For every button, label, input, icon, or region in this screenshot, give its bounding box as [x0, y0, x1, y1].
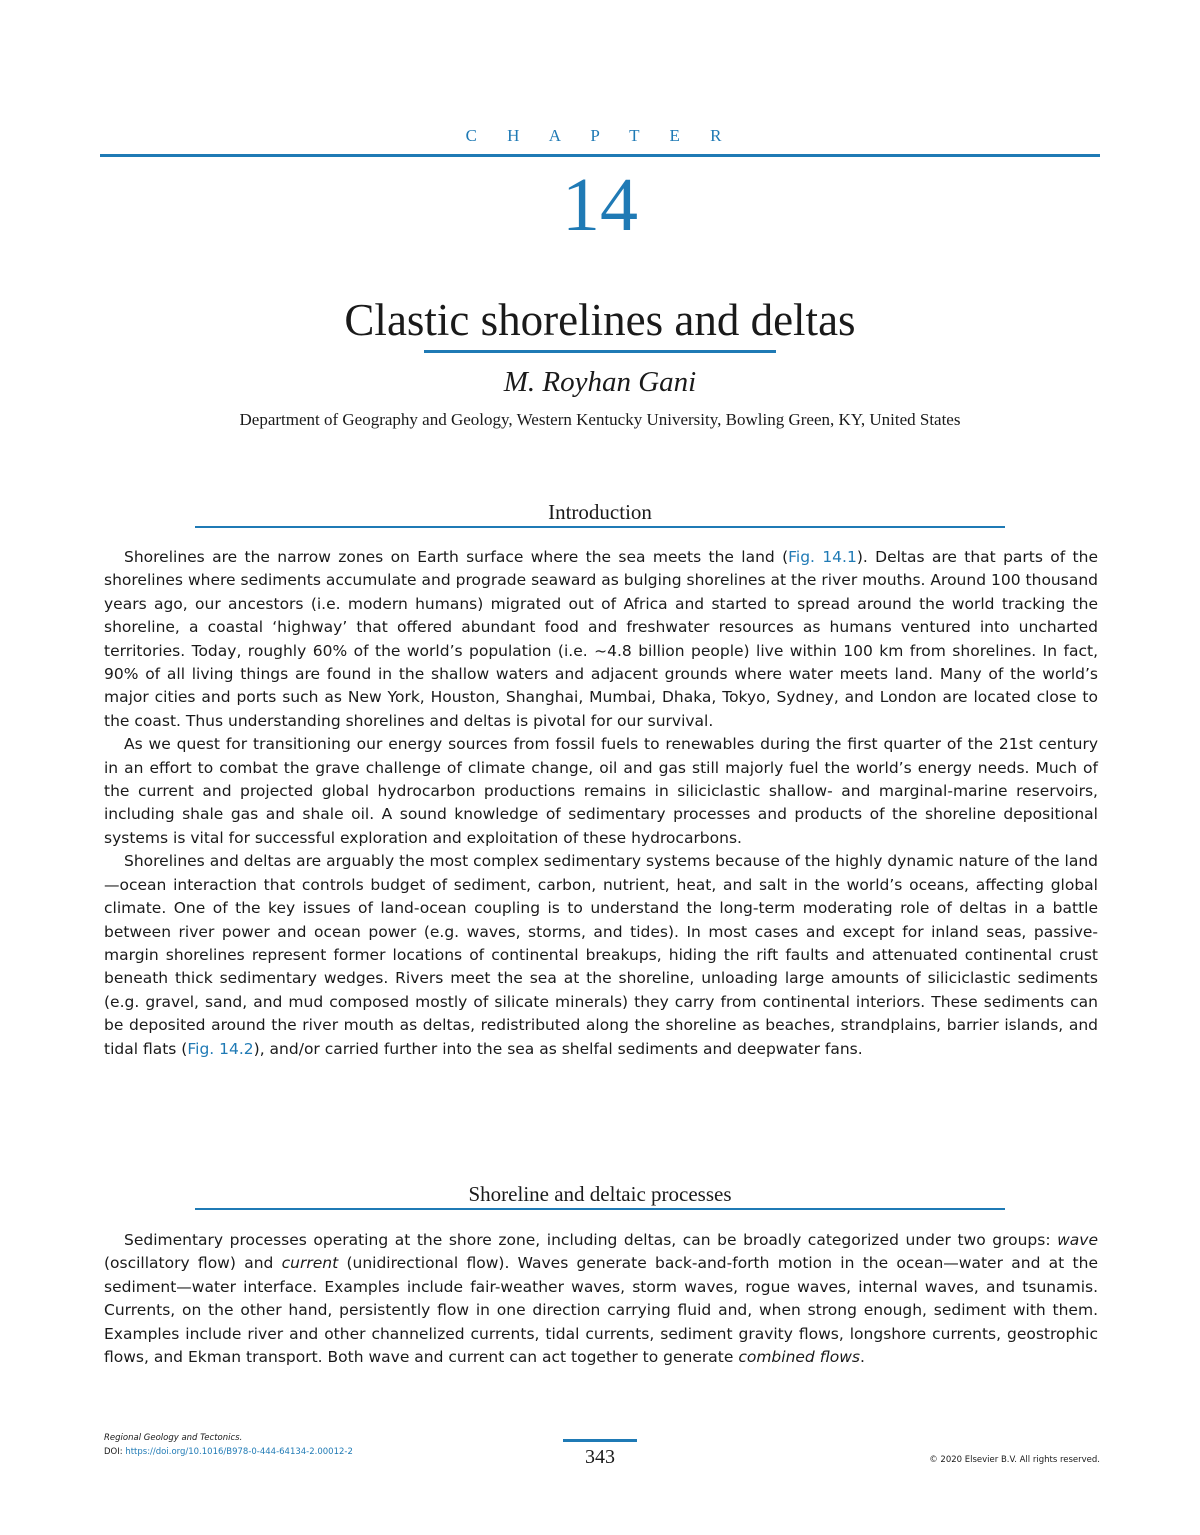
footer-copyright: © 2020 Elsevier B.V. All rights reserved.: [929, 1455, 1100, 1465]
term-current: current: [281, 1254, 339, 1273]
page-number: 343: [585, 1446, 615, 1468]
doi-link[interactable]: https://doi.org/10.1016/B978-0-444-64134-2.00012-2: [125, 1447, 353, 1457]
processes-paragraph-1: Sedimentary processes operating at the shore zone, including deltas, can be broadly categorized under two groups: wave (oscillatory flow) and current (unidirectional flow). Waves generate back-and-forth motion in the ocean—water and at the sediment—water interface. Examples include fair-weather waves, storm waves, rogue waves, internal waves, and tsunamis. Currents, on the other hand, persistently flow in one direction carrying fluid and, when strong enough, sediment with them. Examples include river and other channelized currents, tidal currents, sediment gravity flows, longshore currents, geostrophic flows, and Ekman transport. Both wave and current can act together to generate combined flows.: [104, 1231, 1098, 1367]
term-combined-flows: combined flows: [738, 1348, 860, 1367]
processes-rule: [195, 1208, 1005, 1210]
intro-paragraph-2: As we quest for transitioning our energy sources from fossil fuels to renewables during the first quarter of the 21st century in an effort to combat the grave challenge of climate change, oil and gas still majorly fuel the world’s energy needs. Much of the current and projected global hydrocarbon productions remains in siliciclastic shallow- and marginal-marine reservoirs, including shale gas and shale oil. A sound knowledge of sedimentary processes and products of the shoreline depositional systems is vital for successful exploration and exploitation of these hydrocarbons.: [104, 735, 1098, 847]
page-number-rule: [563, 1439, 637, 1442]
section-heading-introduction: Introduction: [548, 500, 652, 524]
intro-paragraph-1: Shorelines are the narrow zones on Earth surface where the sea meets the land (Fig. 14.1). Deltas are that parts of the shorelines where sediments accumulate and prograde seaward as bulging shorelines at the river mouths. Around 100 thousand years ago, our ancestors (i.e. modern humans) migrated out of Africa and started to spread around the world tracking the shoreline, a coastal ‘highway’ that offered abundant food and freshwater resources as humans ventured into uncharted territories. Today, roughly 60% of the world’s population (i.e. ~4.8 billion people) live within 100 km from shorelines. In fact, 90% of all living things are found in the shallow waters and adjacent grounds where water meets land. Many of the world’s major cities and ports such as New York, Houston, Shanghai, Mumbai, Dhaka, Tokyo, Sydney, and London are located close to the coast. Thus understanding shorelines and deltas is pivotal for our survival.: [104, 548, 1098, 730]
introduction-rule: [195, 526, 1005, 528]
term-wave: wave: [1057, 1231, 1098, 1249]
figure-link-14-1[interactable]: Fig. 14.1: [788, 548, 857, 566]
introduction-body: [104, 546, 1098, 1061]
author-affiliation: Department of Geography and Geology, Western Kentucky University, Bowling Green, KY, United States: [239, 410, 961, 429]
chapter-number: 14: [562, 163, 638, 247]
chapter-title: Clastic shorelines and deltas: [344, 295, 856, 345]
chapter-top-rule: [100, 154, 1100, 157]
footer-journal: Regional Geology and Tectonics.: [104, 1433, 243, 1443]
figure-link-14-2[interactable]: Fig. 14.2: [187, 1039, 254, 1058]
chapter-label: C H A P T E R: [465, 126, 735, 145]
title-rule: [424, 350, 776, 353]
footer-doi: DOI: https://doi.org/10.1016/B978-0-444-64134-2.00012-2: [104, 1447, 353, 1457]
intro-paragraph-3: Shorelines and deltas are arguably the most complex sedimentary systems because of the highly dynamic nature of the land—ocean interaction that controls budget of sediment, carbon, nutrient, heat, and salt in the world’s oceans, affecting global climate. One of the key issues of land-ocean coupling is to understand the long-term moderating role of deltas in a battle between river power and ocean power (e.g. waves, storms, and tides). In most cases and except for inland seas, passive-margin shorelines represent former locations of continental breakups, hiding the rift faults and attenuated continental crust beneath thick sedimentary wedges. Rivers meet the sea at the shoreline, unloading large amounts of siliciclastic sediments (e.g. gravel, sand, and mud composed mostly of silicate minerals) they carry from continental interiors. These sediments can be deposited around the river mouth as deltas, redistributed along the shoreline as beaches, strandplains, barrier islands, and tidal flats (Fig. 14.2), and/or carried further into the sea as shelfal sediments and deepwater fans.: [104, 852, 1098, 1058]
author-name: M. Royhan Gani: [503, 366, 697, 398]
section-heading-processes: Shoreline and deltaic processes: [468, 1182, 732, 1206]
processes-body: [104, 1229, 1098, 1369]
